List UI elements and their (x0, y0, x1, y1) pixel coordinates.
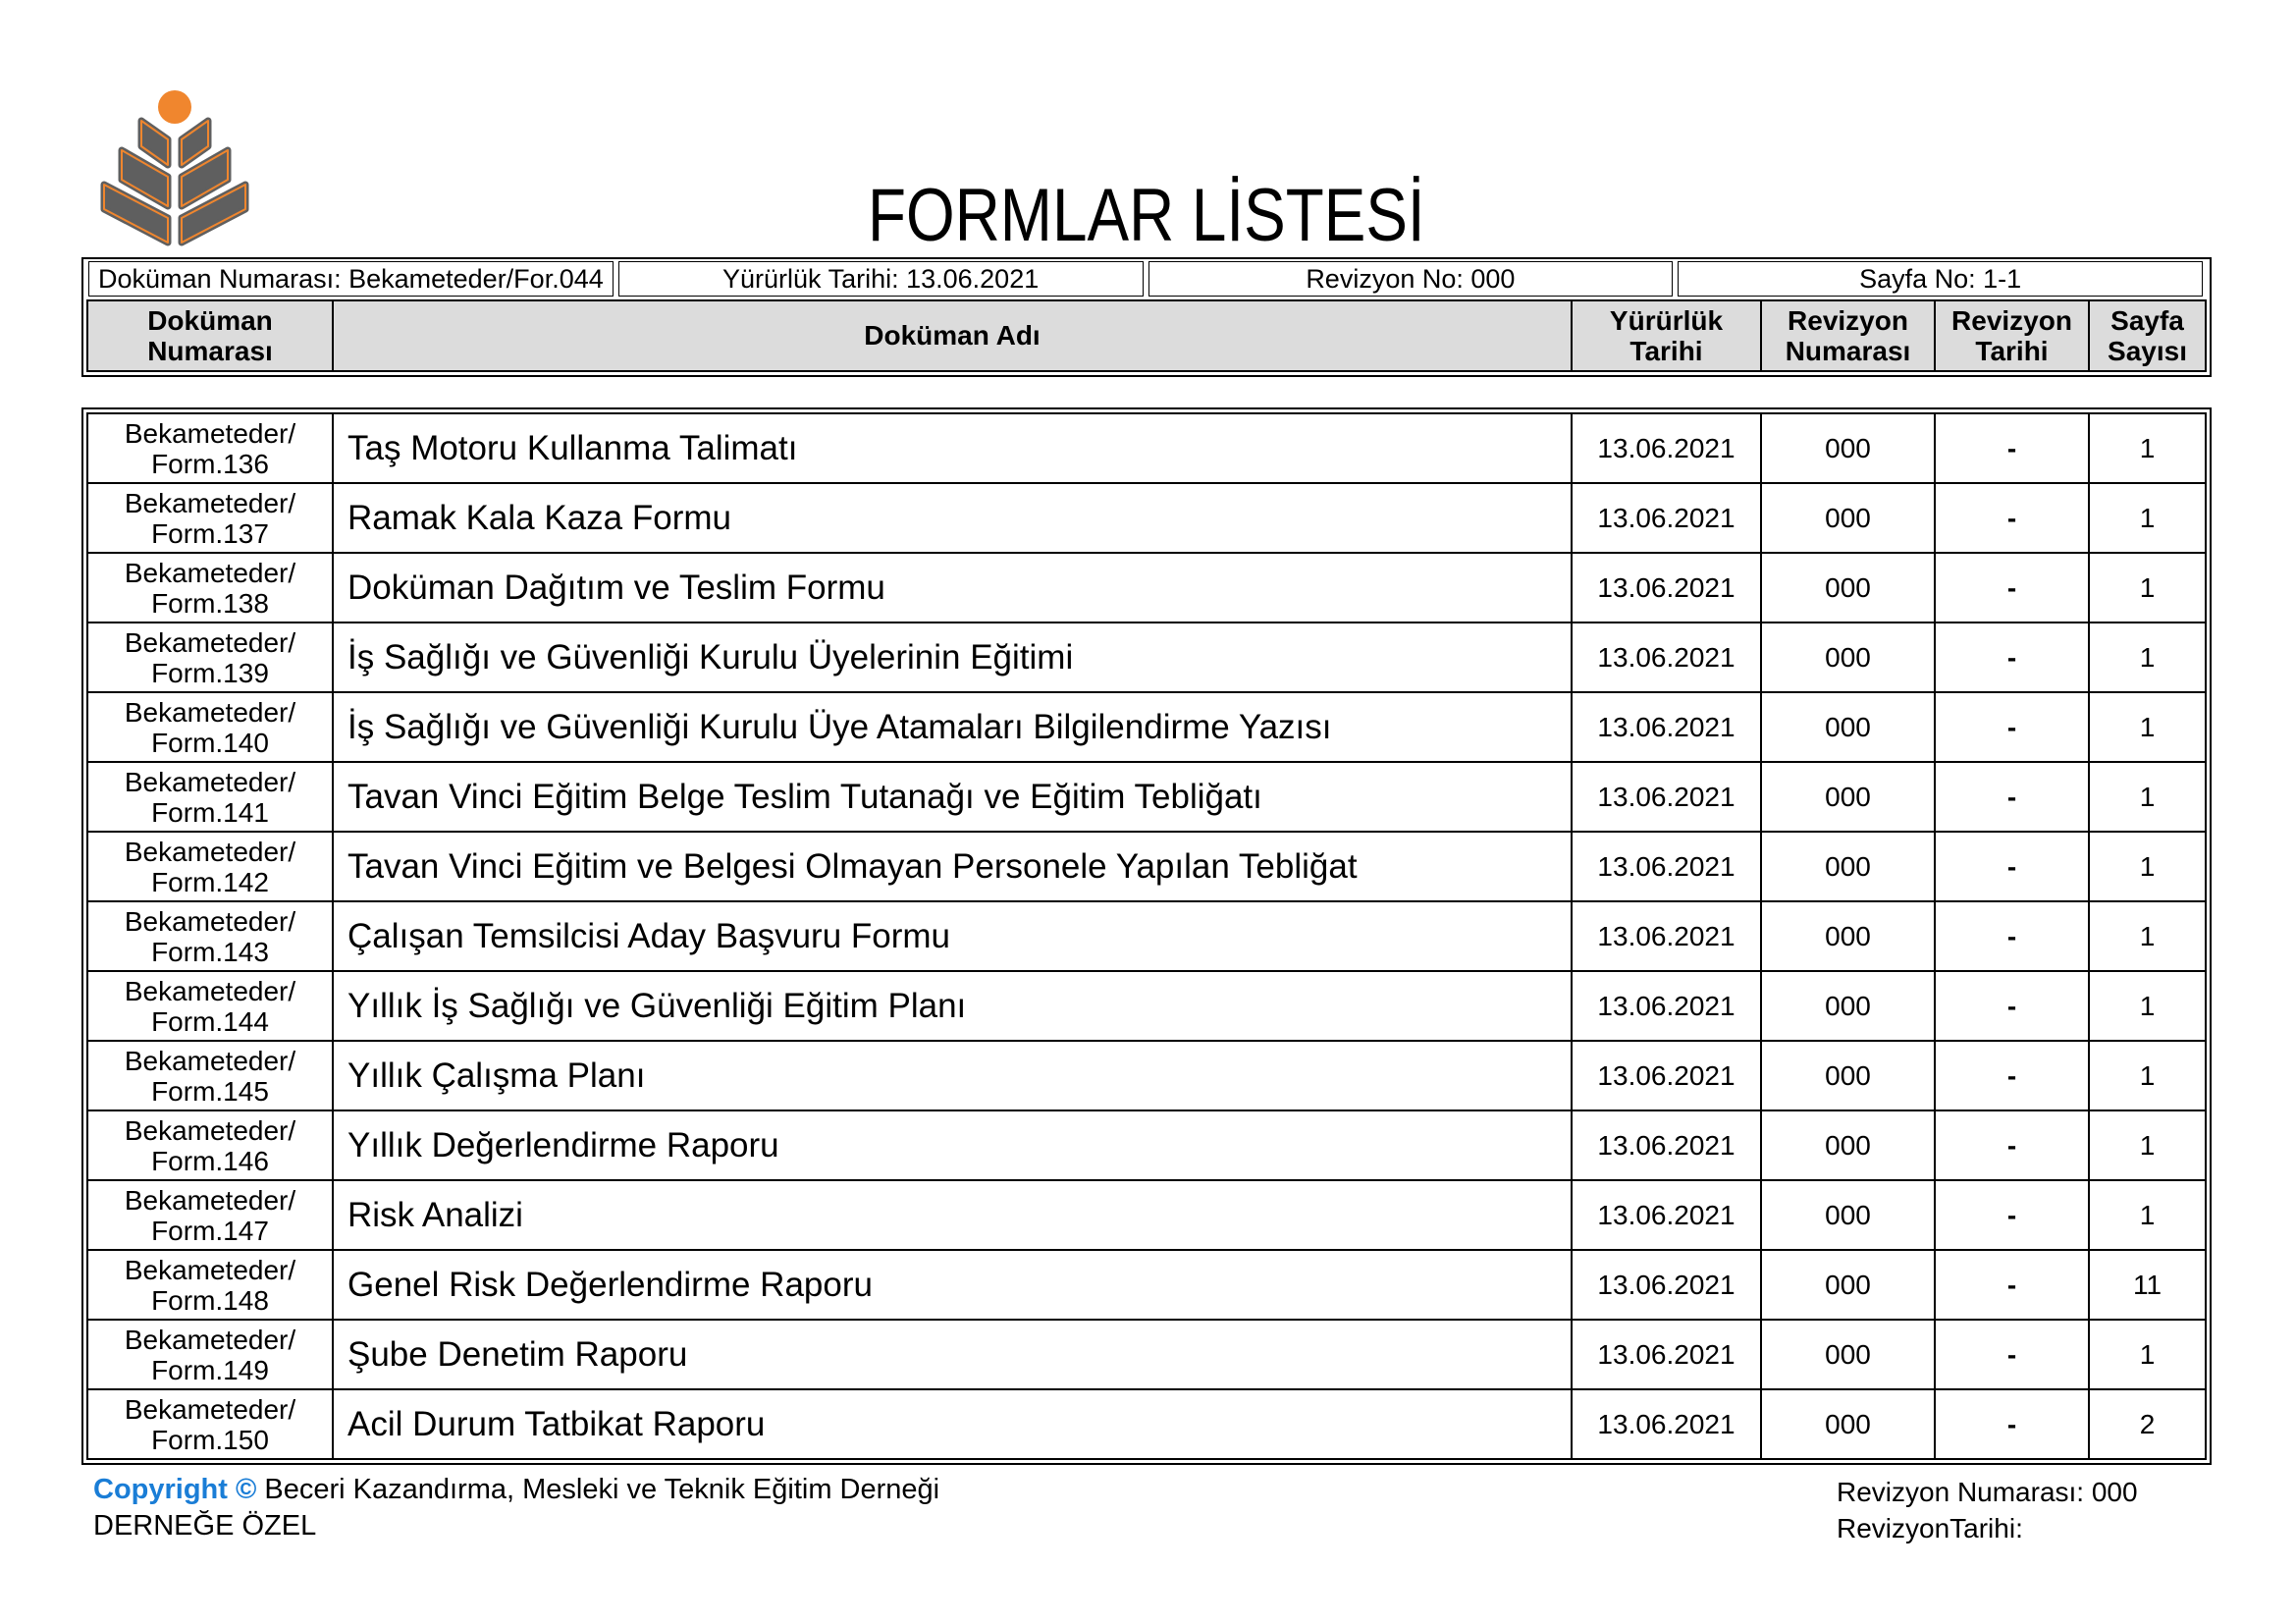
cell-page-count: 1 (2089, 1180, 2206, 1250)
cell-revision-number: 000 (1761, 901, 1935, 971)
column-header-page-count: Sayfa Sayısı (2089, 300, 2206, 371)
cell-document-number (87, 1389, 333, 1459)
cell-page-count: 1 (2089, 483, 2206, 553)
cell-revision-number: 000 (1761, 413, 1935, 483)
table-row (87, 483, 2206, 553)
document-number-form: Form.141 (151, 796, 269, 828)
cell-revision-number: 000 (1761, 692, 1935, 762)
cell-revision-date: - (1935, 1180, 2089, 1250)
document-number-prefix: Bekameteder/ (124, 905, 296, 937)
cell-document-number (87, 762, 333, 832)
table-row (87, 832, 2206, 901)
cell-revision-date: - (1935, 1250, 2089, 1320)
cell-document-name: Yıllık İş Sağlığı ve Güvenliği Eğitim Planı (333, 971, 1572, 1041)
document-number-prefix: Bekameteder/ (124, 1254, 296, 1285)
column-header-document-number: Doküman Numarası (87, 300, 333, 371)
table-row (87, 901, 2206, 971)
footer-revision-date: RevizyonTarihi: (1837, 1513, 2023, 1543)
document-number-prefix: Bekameteder/ (124, 1324, 296, 1355)
confidential-label: DERNEĞE ÖZEL (93, 1510, 317, 1542)
document-number-prefix: Bekameteder/ (124, 557, 296, 588)
cell-effective-date: 13.06.2021 (1572, 623, 1761, 692)
column-header-row (86, 299, 2207, 372)
page-title: FORMLAR LİSTESİ (868, 174, 1425, 257)
title-container (83, 174, 2210, 257)
document-number-form: Form.139 (151, 657, 269, 688)
cell-document-name: Genel Risk Değerlendirme Raporu (333, 1250, 1572, 1320)
cell-revision-number: 000 (1761, 1180, 1935, 1250)
cell-document-name: Yıllık Değerlendirme Raporu (333, 1110, 1572, 1180)
cell-document-number (87, 901, 333, 971)
cell-effective-date: 13.06.2021 (1572, 1041, 1761, 1110)
document-number-prefix: Bekameteder/ (124, 1393, 296, 1425)
cell-revision-number: 000 (1761, 1389, 1935, 1459)
cell-effective-date: 13.06.2021 (1572, 553, 1761, 623)
cell-effective-date: 13.06.2021 (1572, 971, 1761, 1041)
cell-document-name: Ramak Kala Kaza Formu (333, 483, 1572, 553)
copyright-line (93, 1472, 939, 1508)
cell-revision-date: - (1935, 1110, 2089, 1180)
cell-revision-number: 000 (1761, 1110, 1935, 1180)
cell-revision-number: 000 (1761, 1250, 1935, 1320)
table-row (87, 1389, 2206, 1459)
info-page-no: Sayfa No: 1-1 (1678, 261, 2203, 297)
table-row (87, 413, 2206, 483)
cell-effective-date: 13.06.2021 (1572, 901, 1761, 971)
cell-document-name: İş Sağlığı ve Güvenliği Kurulu Üyelerinin Eğitimi (333, 623, 1572, 692)
cell-revision-date: - (1935, 832, 2089, 901)
document-number-form: Form.137 (151, 517, 269, 549)
cell-document-number (87, 692, 333, 762)
cell-effective-date: 13.06.2021 (1572, 483, 1761, 553)
cell-revision-date: - (1935, 1320, 2089, 1389)
document-number-form: Form.143 (151, 936, 269, 967)
table-row (87, 553, 2206, 623)
table-row (87, 1180, 2206, 1250)
document-number-form: Form.146 (151, 1145, 269, 1176)
column-header-document-name: Doküman Adı (333, 300, 1572, 371)
cell-revision-number: 000 (1761, 971, 1935, 1041)
cell-document-name: Taş Motoru Kullanma Talimatı (333, 413, 1572, 483)
cell-revision-date: - (1935, 623, 2089, 692)
cell-document-number (87, 1110, 333, 1180)
table-row (87, 1320, 2206, 1389)
info-bar (83, 261, 2208, 297)
cell-document-name: Risk Analizi (333, 1180, 1572, 1250)
cell-effective-date: 13.06.2021 (1572, 1389, 1761, 1459)
info-revision-no: Revizyon No: 000 (1148, 261, 1674, 297)
cell-document-name: Yıllık Çalışma Planı (333, 1041, 1572, 1110)
cell-page-count: 1 (2089, 413, 2206, 483)
column-header-revision-date: Revizyon Tarihi (1935, 300, 2089, 371)
cell-revision-date: - (1935, 413, 2089, 483)
table-row (87, 762, 2206, 832)
document-number-form: Form.144 (151, 1005, 269, 1037)
table-row (87, 1110, 2206, 1180)
cell-document-number (87, 832, 333, 901)
cell-page-count: 1 (2089, 1320, 2206, 1389)
cell-page-count: 1 (2089, 1110, 2206, 1180)
document-number-form: Form.138 (151, 587, 269, 619)
document-number-prefix: Bekameteder/ (124, 417, 296, 449)
cell-document-number (87, 1320, 333, 1389)
cell-document-number (87, 971, 333, 1041)
cell-revision-date: - (1935, 483, 2089, 553)
document-number-prefix: Bekameteder/ (124, 1045, 296, 1076)
document-number-prefix: Bekameteder/ (124, 1184, 296, 1216)
cell-revision-number: 000 (1761, 623, 1935, 692)
copyright-label: Copyright © (93, 1474, 257, 1505)
cell-document-name: Çalışan Temsilcisi Aday Başvuru Formu (333, 901, 1572, 971)
cell-effective-date: 13.06.2021 (1572, 1180, 1761, 1250)
document-number-form: Form.145 (151, 1075, 269, 1107)
cell-revision-date: - (1935, 971, 2089, 1041)
cell-revision-number: 000 (1761, 1320, 1935, 1389)
cell-effective-date: 13.06.2021 (1572, 1110, 1761, 1180)
cell-page-count: 2 (2089, 1389, 2206, 1459)
cell-page-count: 1 (2089, 623, 2206, 692)
table-row (87, 1041, 2206, 1110)
cell-document-number (87, 483, 333, 553)
cell-revision-number: 000 (1761, 832, 1935, 901)
table-row (87, 971, 2206, 1041)
table-row (87, 1250, 2206, 1320)
table-row (87, 692, 2206, 762)
copyright-text: Beceri Kazandırma, Mesleki ve Teknik Eğitim Derneği (256, 1474, 940, 1505)
info-document-number: Doküman Numarası: Bekameteder/For.044 (88, 261, 614, 297)
document-number-prefix: Bekameteder/ (124, 975, 296, 1006)
cell-page-count: 1 (2089, 1041, 2206, 1110)
cell-document-number (87, 553, 333, 623)
footer-revision-number: Revizyon Numarası: 000 (1837, 1477, 2138, 1507)
logo-dot (158, 90, 191, 124)
footer-left (93, 1472, 939, 1544)
cell-revision-number: 000 (1761, 762, 1935, 832)
document-number-form: Form.136 (151, 448, 269, 479)
info-effective-date: Yürürlük Tarihi: 13.06.2021 (618, 261, 1144, 297)
cell-effective-date: 13.06.2021 (1572, 832, 1761, 901)
cell-document-number (87, 623, 333, 692)
cell-document-number (87, 1041, 333, 1110)
cell-document-name: Tavan Vinci Eğitim ve Belgesi Olmayan Personele Yapılan Tebliğat (333, 832, 1572, 901)
cell-revision-date: - (1935, 1041, 2089, 1110)
document-number-prefix: Bekameteder/ (124, 836, 296, 867)
document-number-form: Form.147 (151, 1215, 269, 1246)
cell-page-count: 1 (2089, 762, 2206, 832)
cell-page-count: 1 (2089, 832, 2206, 901)
cell-effective-date: 13.06.2021 (1572, 1250, 1761, 1320)
cell-document-name: Tavan Vinci Eğitim Belge Teslim Tutanağı ve Eğitim Tebliğatı (333, 762, 1572, 832)
cell-revision-date: - (1935, 762, 2089, 832)
cell-page-count: 11 (2089, 1250, 2206, 1320)
cell-document-number (87, 413, 333, 483)
cell-revision-number: 000 (1761, 553, 1935, 623)
cell-page-count: 1 (2089, 901, 2206, 971)
document-number-prefix: Bekameteder/ (124, 626, 296, 658)
document-number-prefix: Bekameteder/ (124, 487, 296, 518)
cell-revision-date: - (1935, 1389, 2089, 1459)
cell-document-name: İş Sağlığı ve Güvenliği Kurulu Üye Atamaları Bilgilendirme Yazısı (333, 692, 1572, 762)
document-number-form: Form.148 (151, 1284, 269, 1316)
cell-document-number (87, 1180, 333, 1250)
cell-effective-date: 13.06.2021 (1572, 1320, 1761, 1389)
cell-document-name: Acil Durum Tatbikat Raporu (333, 1389, 1572, 1459)
cell-document-name: Şube Denetim Raporu (333, 1320, 1572, 1389)
document-number-form: Form.150 (151, 1424, 269, 1455)
cell-page-count: 1 (2089, 553, 2206, 623)
column-header-revision-number: Revizyon Numarası (1761, 300, 1935, 371)
cell-page-count: 1 (2089, 971, 2206, 1041)
column-header-effective-date: Yürürlük Tarihi (1572, 300, 1761, 371)
cell-revision-date: - (1935, 692, 2089, 762)
cell-page-count: 1 (2089, 692, 2206, 762)
document-number-prefix: Bekameteder/ (124, 696, 296, 728)
document-number-form: Form.142 (151, 866, 269, 897)
cell-revision-number: 000 (1761, 483, 1935, 553)
cell-revision-date: - (1935, 901, 2089, 971)
forms-table-body (87, 413, 2206, 1459)
forms-table (81, 407, 2212, 1465)
table-row (87, 623, 2206, 692)
cell-document-number (87, 1250, 333, 1320)
document-number-prefix: Bekameteder/ (124, 1114, 296, 1146)
cell-effective-date: 13.06.2021 (1572, 413, 1761, 483)
cell-revision-number: 000 (1761, 1041, 1935, 1110)
document-number-prefix: Bekameteder/ (124, 766, 296, 797)
document-number-form: Form.149 (151, 1354, 269, 1385)
cell-document-name: Doküman Dağıtım ve Teslim Formu (333, 553, 1572, 623)
document-info-table (81, 257, 2212, 377)
document-number-form: Form.140 (151, 727, 269, 758)
cell-effective-date: 13.06.2021 (1572, 692, 1761, 762)
cell-revision-date: - (1935, 553, 2089, 623)
footer-right (1837, 1474, 2138, 1546)
cell-effective-date: 13.06.2021 (1572, 762, 1761, 832)
